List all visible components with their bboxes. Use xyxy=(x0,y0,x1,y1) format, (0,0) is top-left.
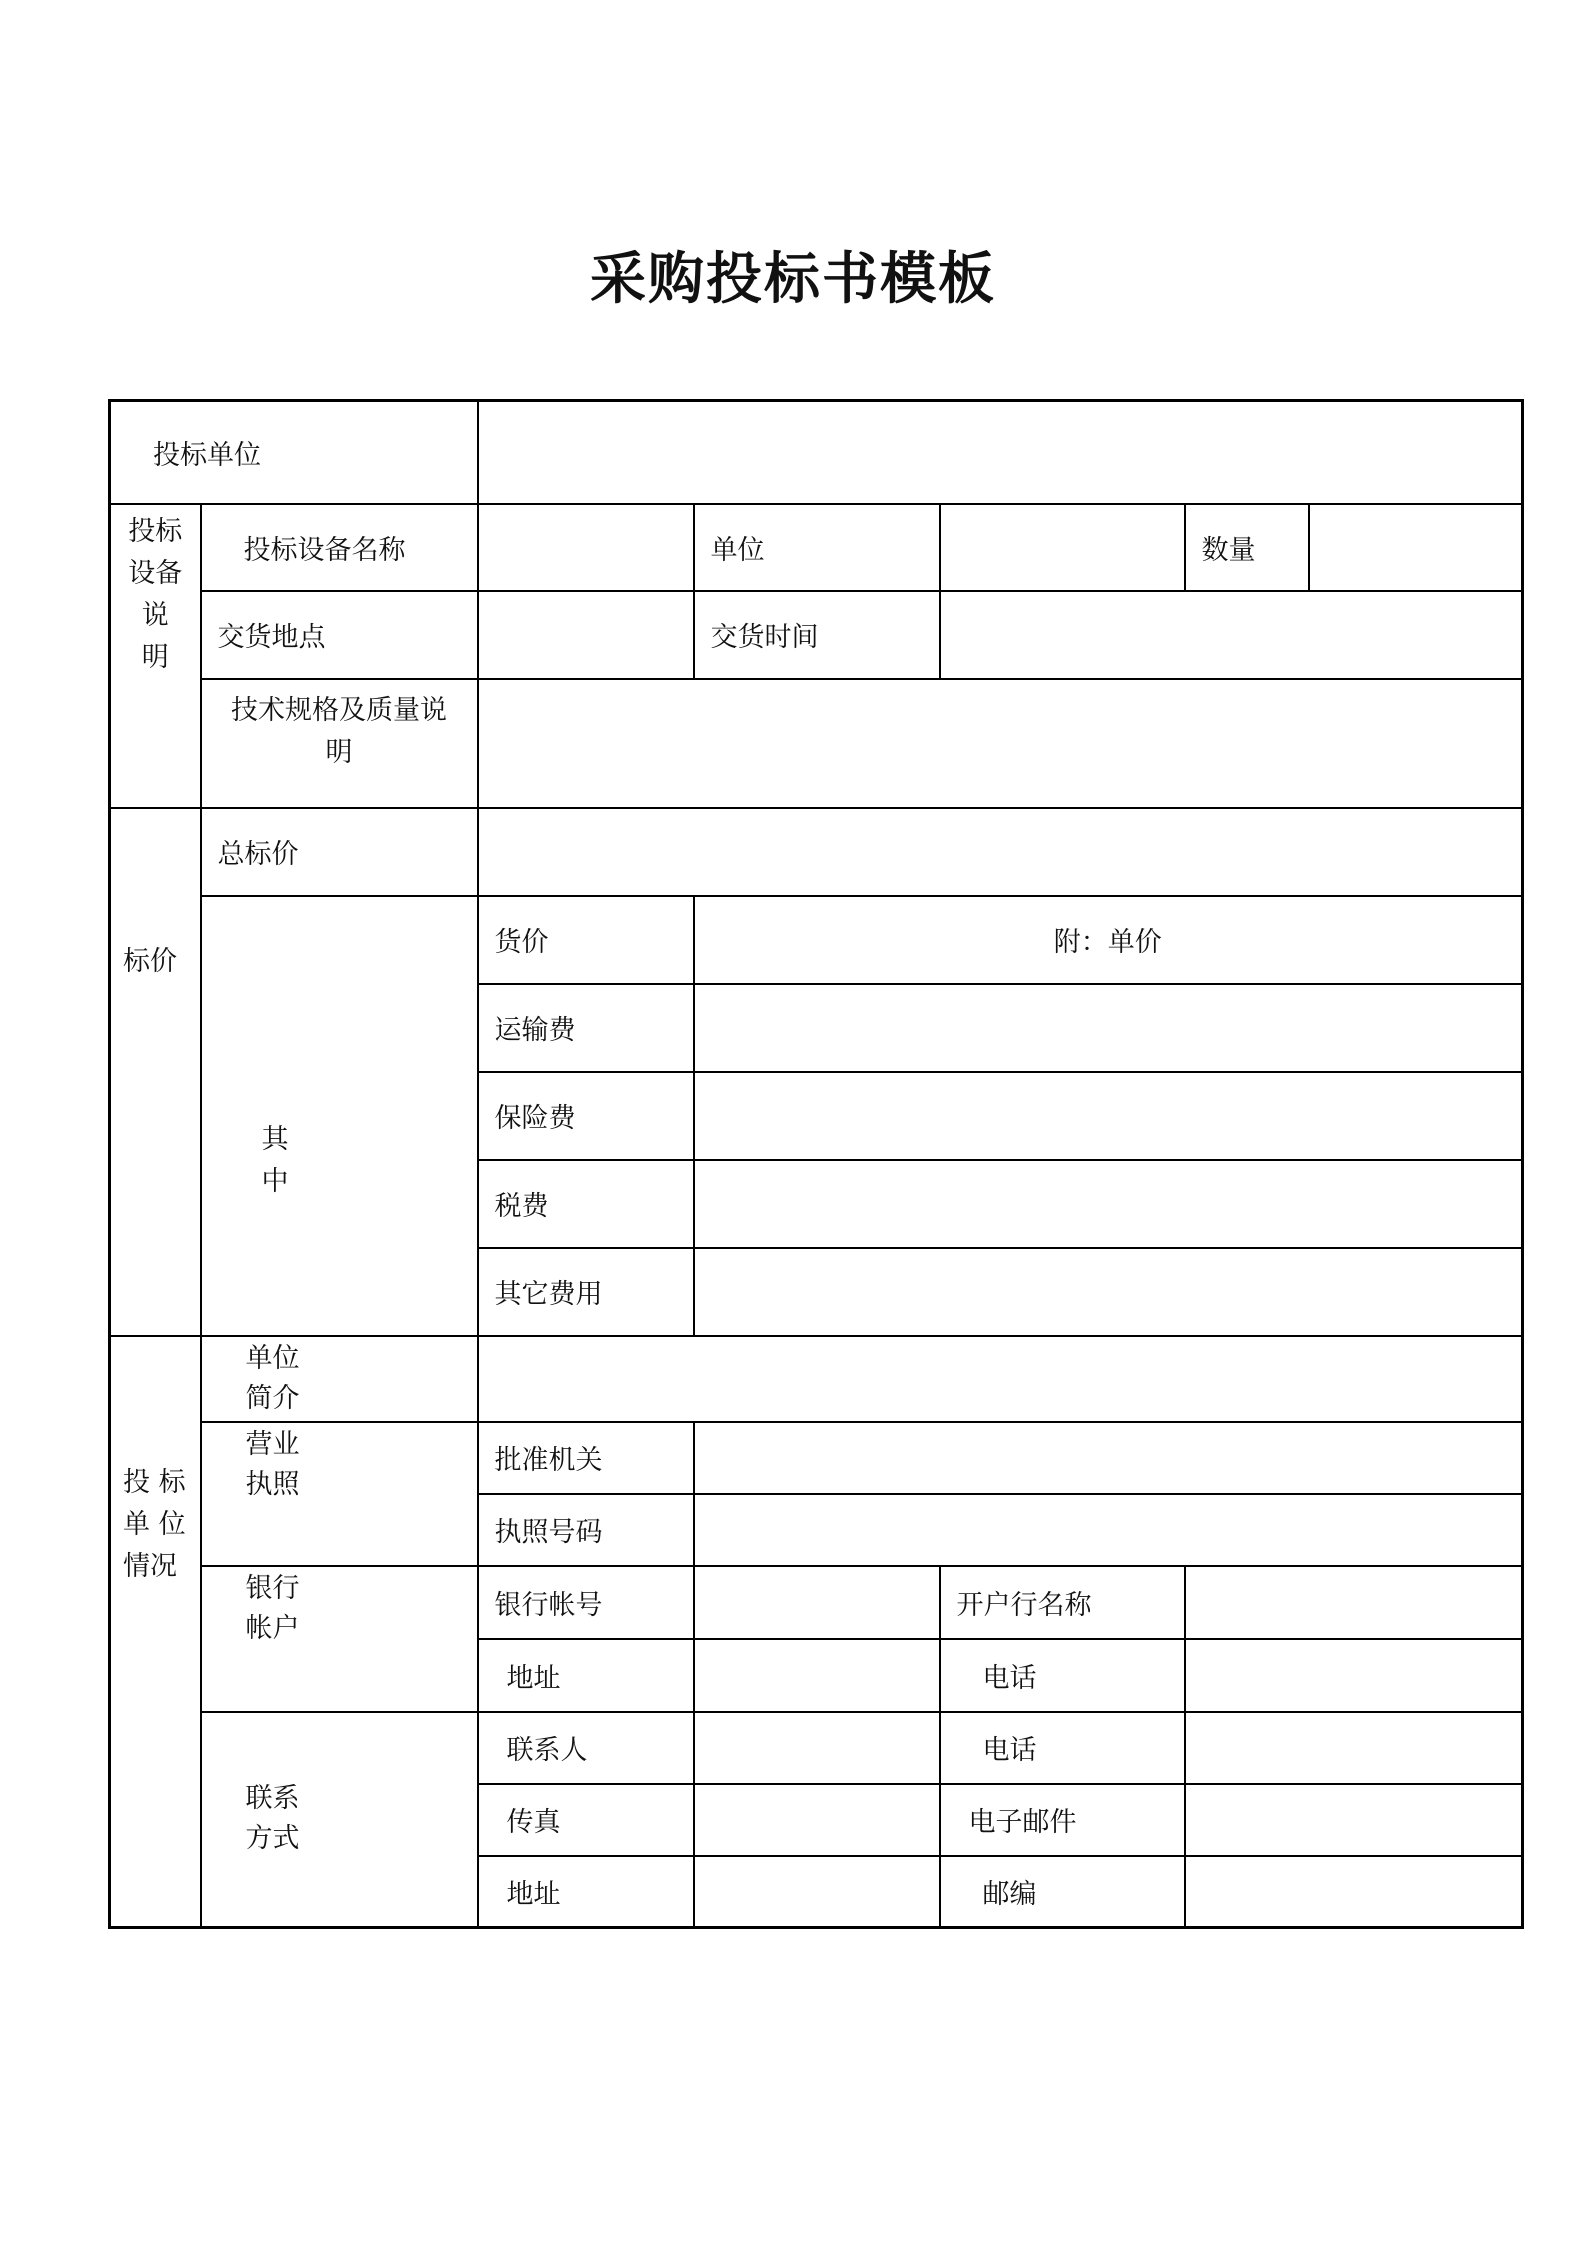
bank-name-label: 开户行名称 xyxy=(940,1566,1185,1639)
other-fee-field[interactable] xyxy=(694,1248,1523,1336)
contact-label: 联系 方式 xyxy=(201,1712,478,1928)
contact-person-label: 联系人 xyxy=(478,1712,694,1784)
bank-label: 银行 帐户 xyxy=(201,1566,478,1712)
spec-label: 技术规格及质量说 明 xyxy=(201,679,478,808)
quantity-group xyxy=(1185,504,1523,591)
contact-person-row xyxy=(110,1712,1523,1784)
bank-phone-field[interactable] xyxy=(1185,1639,1523,1712)
bidder-info-section-label: 投 标 单 位 情况 xyxy=(110,1336,201,1928)
bank-phone-label: 电话 xyxy=(940,1639,1185,1712)
price-section-label: 标价 xyxy=(110,808,201,1336)
delivery-place-field[interactable] xyxy=(478,591,694,679)
goods-price-label: 货价 xyxy=(478,896,694,984)
unit-label: 单位 xyxy=(694,504,940,591)
total-price-field[interactable] xyxy=(478,808,1523,896)
bank-name-field[interactable] xyxy=(1185,1566,1523,1639)
intro-field[interactable] xyxy=(478,1336,1523,1422)
postcode-label: 邮编 xyxy=(940,1856,1185,1928)
fax-field[interactable] xyxy=(694,1784,940,1856)
equipment-name-row xyxy=(110,504,1523,591)
freight-label: 运输费 xyxy=(478,984,694,1072)
bank-address-label: 地址 xyxy=(478,1639,694,1712)
spec-field[interactable] xyxy=(478,679,1523,808)
email-label: 电子邮件 xyxy=(940,1784,1185,1856)
license-no-label: 执照号码 xyxy=(478,1494,694,1566)
tax-label: 税费 xyxy=(478,1160,694,1248)
contact-phone-field[interactable] xyxy=(1185,1712,1523,1784)
equipment-name-field[interactable] xyxy=(478,504,694,591)
bidder-unit-label: 投标单位 xyxy=(110,401,478,504)
breakdown-label: 其 中 xyxy=(201,896,478,1336)
delivery-row xyxy=(110,591,1523,679)
bank-account-row xyxy=(110,1566,1523,1639)
bid-form-table xyxy=(108,399,1524,1929)
tax-field[interactable] xyxy=(694,1160,1523,1248)
equipment-section-label: 投标 设备 说 明 xyxy=(110,504,201,808)
account-no-label: 银行帐号 xyxy=(478,1566,694,1639)
bank-address-field[interactable] xyxy=(694,1639,940,1712)
fax-label: 传真 xyxy=(478,1784,694,1856)
quantity-field[interactable] xyxy=(1310,505,1522,590)
bidder-unit-row xyxy=(110,401,1523,504)
license-label: 营业 执照 xyxy=(201,1422,478,1566)
other-fee-label: 其它费用 xyxy=(478,1248,694,1336)
total-price-label: 总标价 xyxy=(201,808,478,896)
email-field[interactable] xyxy=(1185,1784,1523,1856)
insurance-field[interactable] xyxy=(694,1072,1523,1160)
goods-price-row xyxy=(110,896,1523,984)
equipment-name-label: 投标设备名称 xyxy=(201,504,478,591)
approval-label: 批准机关 xyxy=(478,1422,694,1494)
intro-row xyxy=(110,1336,1523,1422)
address-label: 地址 xyxy=(478,1856,694,1928)
delivery-time-label: 交货时间 xyxy=(694,591,940,679)
delivery-place-label: 交货地点 xyxy=(201,591,478,679)
total-price-row xyxy=(110,808,1523,896)
unit-price-label: 附：单价 xyxy=(694,896,1523,984)
approval-field[interactable] xyxy=(694,1422,1523,1494)
postcode-field[interactable] xyxy=(1185,1856,1523,1928)
unit-field[interactable] xyxy=(940,504,1185,591)
approval-row xyxy=(110,1422,1523,1494)
address-field[interactable] xyxy=(694,1856,940,1928)
spec-row xyxy=(110,679,1523,808)
delivery-time-field[interactable] xyxy=(940,591,1523,679)
contact-phone-label: 电话 xyxy=(940,1712,1185,1784)
bidder-unit-field[interactable] xyxy=(478,401,1523,504)
quantity-label: 数量 xyxy=(1186,505,1310,590)
account-no-field[interactable] xyxy=(694,1566,940,1639)
insurance-label: 保险费 xyxy=(478,1072,694,1160)
intro-label: 单位 简介 xyxy=(201,1336,478,1422)
page-title: 采购投标书模板 xyxy=(590,247,996,312)
contact-person-field[interactable] xyxy=(694,1712,940,1784)
license-no-field[interactable] xyxy=(694,1494,1523,1566)
freight-field[interactable] xyxy=(694,984,1523,1072)
